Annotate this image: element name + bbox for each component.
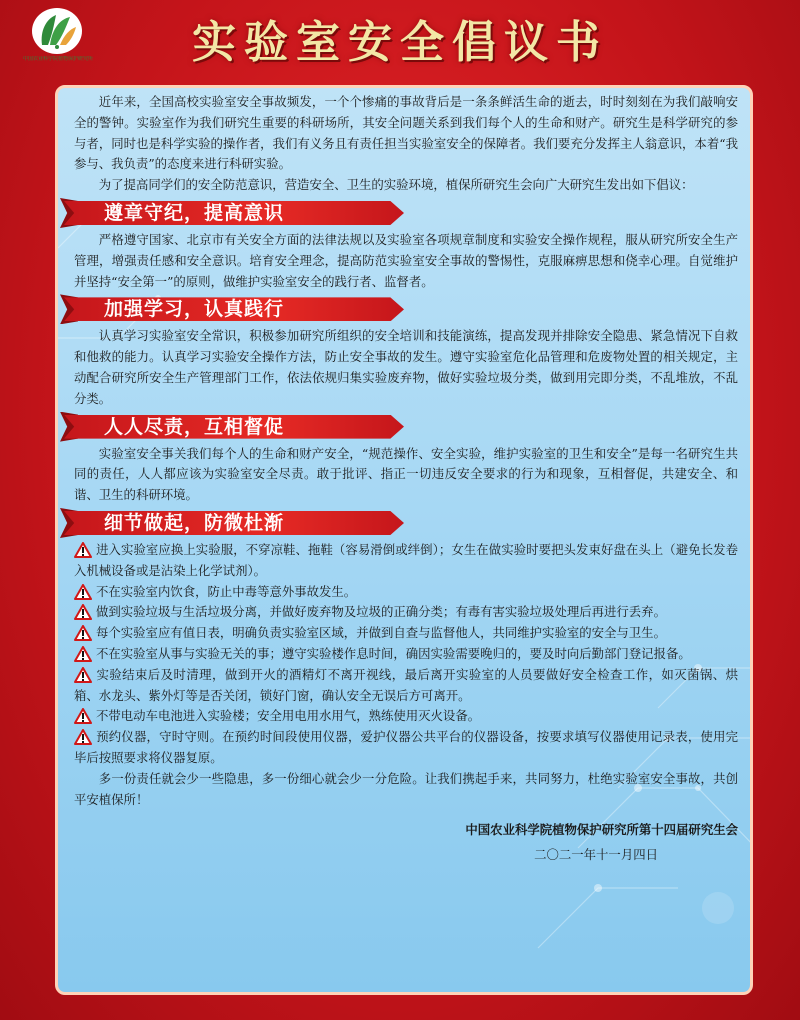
list-item (74, 602, 738, 623)
section-banner (64, 412, 738, 442)
warning-triangle-icon (74, 604, 92, 620)
warning-triangle-icon (74, 729, 92, 745)
detail-text: 不在实验室内饮食，防止中毒等意外事故发生。 (96, 583, 357, 599)
detail-list (74, 540, 738, 769)
detail-text: 进入实验室应换上实验服，不穿凉鞋、拖鞋（容易滑倒或绊倒）；女生在做实验时要把头发束好盘在头上（避免长发卷入机械设备或是沾染上化学试剂）。 (74, 541, 738, 578)
signature: 中国农业科学院植物保护研究所第十四届研究生会 (465, 822, 738, 838)
section-text: 实验室安全事关我们每个人的生命和财产安全，“规范操作、安全实验，维护实验室的卫生和安全”是每一名研究生共同的责任，人人都应该为实验室安全尽责。敢于批评、指正一切违反安全要求的行为和现象，互相督促，共建安全、和谐、卫生的科研环境。 (74, 445, 738, 503)
logo-caption: 中国农业科学院植物保护研究所 (22, 56, 93, 62)
section-heading: 遵章守纪，提高意识 (104, 201, 285, 224)
list-item (74, 623, 738, 644)
warning-triangle-icon (74, 667, 92, 683)
list-item (74, 706, 738, 727)
intro-paragraph: 近年来，全国高校实验室安全事故频发，一个个惨痛的事故背后是一条条鲜活生命的逝去，时时刻刻在为我们敲响安全的警钟。实验室作为我们研究生重要的科研场所，其安全问题关系到我们每个人的生命和财产。研究生是科学研究的参与者，同时也是科学实验的操作者，我们有义务且有责任担当实验室安全的保障者。我们要充分发挥主人翁意识，本着“我参与、我负责”的态度来进行科研实验。 (74, 94, 738, 172)
section-banner (64, 198, 738, 228)
detail-text: 不在实验室从事与实验无关的事；遵守实验楼作息时间，确因实验需要晚归的，要及时向后勤部门登记报备。 (96, 645, 691, 661)
list-item (74, 582, 738, 603)
detail-text: 预约仪器，守时守则。在预约时间段使用仪器，爱护仪器公共平台的仪器设备，按要求填写仪器使用记录表，使用完毕后按照要求将仪器复原。 (74, 729, 738, 765)
section-heading: 人人尽责，互相督促 (104, 415, 285, 438)
detail-text: 实验结束后及时清理，做到开火的酒精灯不离开视线，最后离开实验室的人员要做好安全检查工作，如灭菌锅、烘箱、水龙头、紫外灯等是否关闭，锁好门窗，确认安全无误后方可离开。 (74, 666, 738, 703)
content-panel (55, 85, 753, 995)
section-text: 严格遵守国家、北京市有关安全方面的法律法规以及实验室各项规章制度和实验安全操作规程，服从研究所安全生产管理，增强责任感和安全意识。培育安全理念，提高防范实验室安全事故的警惕性，克服麻痹思想和侥幸心理。自觉维护并坚持“安全第一”的原则，做维护实验室安全的践行者、监督者。 (74, 231, 738, 289)
warning-triangle-icon (74, 584, 92, 600)
section-banner (64, 294, 738, 324)
warning-triangle-icon (74, 708, 92, 724)
page-title: 实验室安全倡议书 (192, 17, 608, 68)
document-body (74, 92, 738, 866)
warning-triangle-icon (74, 625, 92, 641)
list-item (74, 644, 738, 665)
closing-paragraph: 多一份责任就会少一些隐患，多一份细心就会少一分危险。让我们携起手来，共同努力，杜绝实验室安全事故，共创平安植保所！ (74, 770, 738, 807)
detail-text: 每个实验室应有值日表，明确负责实验室区域，并做到自查与监督他人，共同维护实验室的安全与卫生。 (96, 625, 666, 641)
detail-text: 不带电动车电池进入实验楼；安全用电用水用气，熟练使用灭火设备。 (96, 708, 481, 724)
warning-triangle-icon (74, 646, 92, 662)
section-heading: 细节做起，防微杜渐 (104, 511, 285, 534)
intro-paragraph: 为了提高同学们的安全防范意识，营造安全、卫生的实验环境，植保所研究生会向广大研究生发出如下倡议： (98, 177, 694, 193)
document-date: 二〇二一年十一月四日 (534, 847, 658, 863)
section-heading: 加强学习，认真践行 (104, 298, 285, 321)
warning-triangle-icon (74, 542, 92, 558)
list-item (74, 727, 738, 769)
detail-text: 做到实验垃圾与生活垃圾分离，并做好废弃物及垃圾的正确分类；有毒有害实验垃圾处理后再进行丢弃。 (96, 604, 666, 620)
section-text: 认真学习实验室安全常识，积极参加研究所组织的安全培训和技能演练，提高发现并排除安全隐患、紧急情况下自救和他救的能力。认真学习实验安全操作方法，防止安全事故的发生。遵守实验室危化品管理和危废物处置的相关规定，主动配合研究所安全生产管理部门工作，依法依规归集实验废弃物，做好实验垃圾分类，做到用完即分类，不乱堆放，不乱分类。 (74, 328, 738, 406)
section-banner (64, 508, 738, 538)
list-item (74, 665, 738, 707)
list-item (74, 540, 738, 582)
